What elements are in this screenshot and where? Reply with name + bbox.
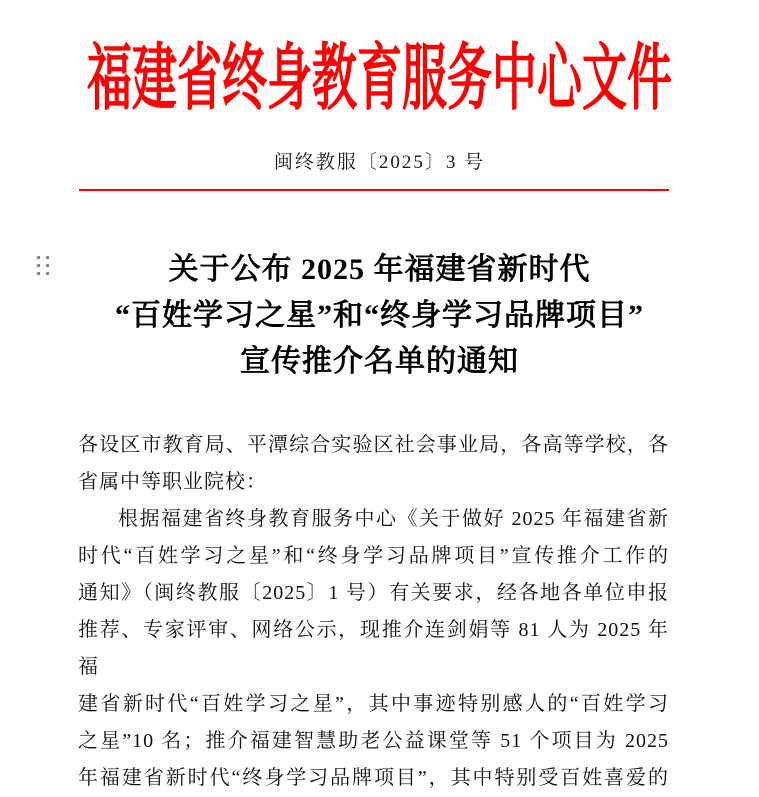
doc-number: 闽终教服〔2025〕3 号 [273,152,486,173]
body-line: 根据福建省终身教育服务中心《关于做好 2025 年福建省新 [118,508,669,530]
body-line: 时代“百姓学习之星”和“终身学习品牌项目”宣传推介工作的 [78,545,669,567]
body-line: 通知》（闽终教服〔2025〕1 号）有关要求，经各地各单位申报 [78,582,669,604]
document-title-line: 宣传推介名单的通知 [240,345,519,378]
body-line: 年福建省新时代“终身学习品牌项目”，其中特别受百姓喜爱的 [78,767,669,789]
body-line: 建省新时代“百姓学习之星”，其中事迹特别感人的“百姓学习 [78,693,669,715]
red-divider-line [79,189,669,191]
body-line: 之星”10 名；推介福建智慧助老公益课堂等 51 个项目为 2025 [78,730,669,752]
body-line: 省属中等职业院校： [78,471,267,493]
document-body [78,427,669,797]
body-line: 各设区市教育局、平潭综合实验区社会事业局，各高等学校，各 [78,434,669,456]
body-line: 推荐、专家评审、网络公示，现推介连剑娟等 81 人为 2025 年福 [78,619,669,678]
red-header-org-title: 福建省终身教育服务中心文件 [86,38,672,119]
document-title [0,247,759,385]
document-title-line: “百姓学习之星”和“终身学习品牌项目” [115,299,644,332]
document-title-line: 关于公布 2025 年福建省新时代 [168,253,591,286]
